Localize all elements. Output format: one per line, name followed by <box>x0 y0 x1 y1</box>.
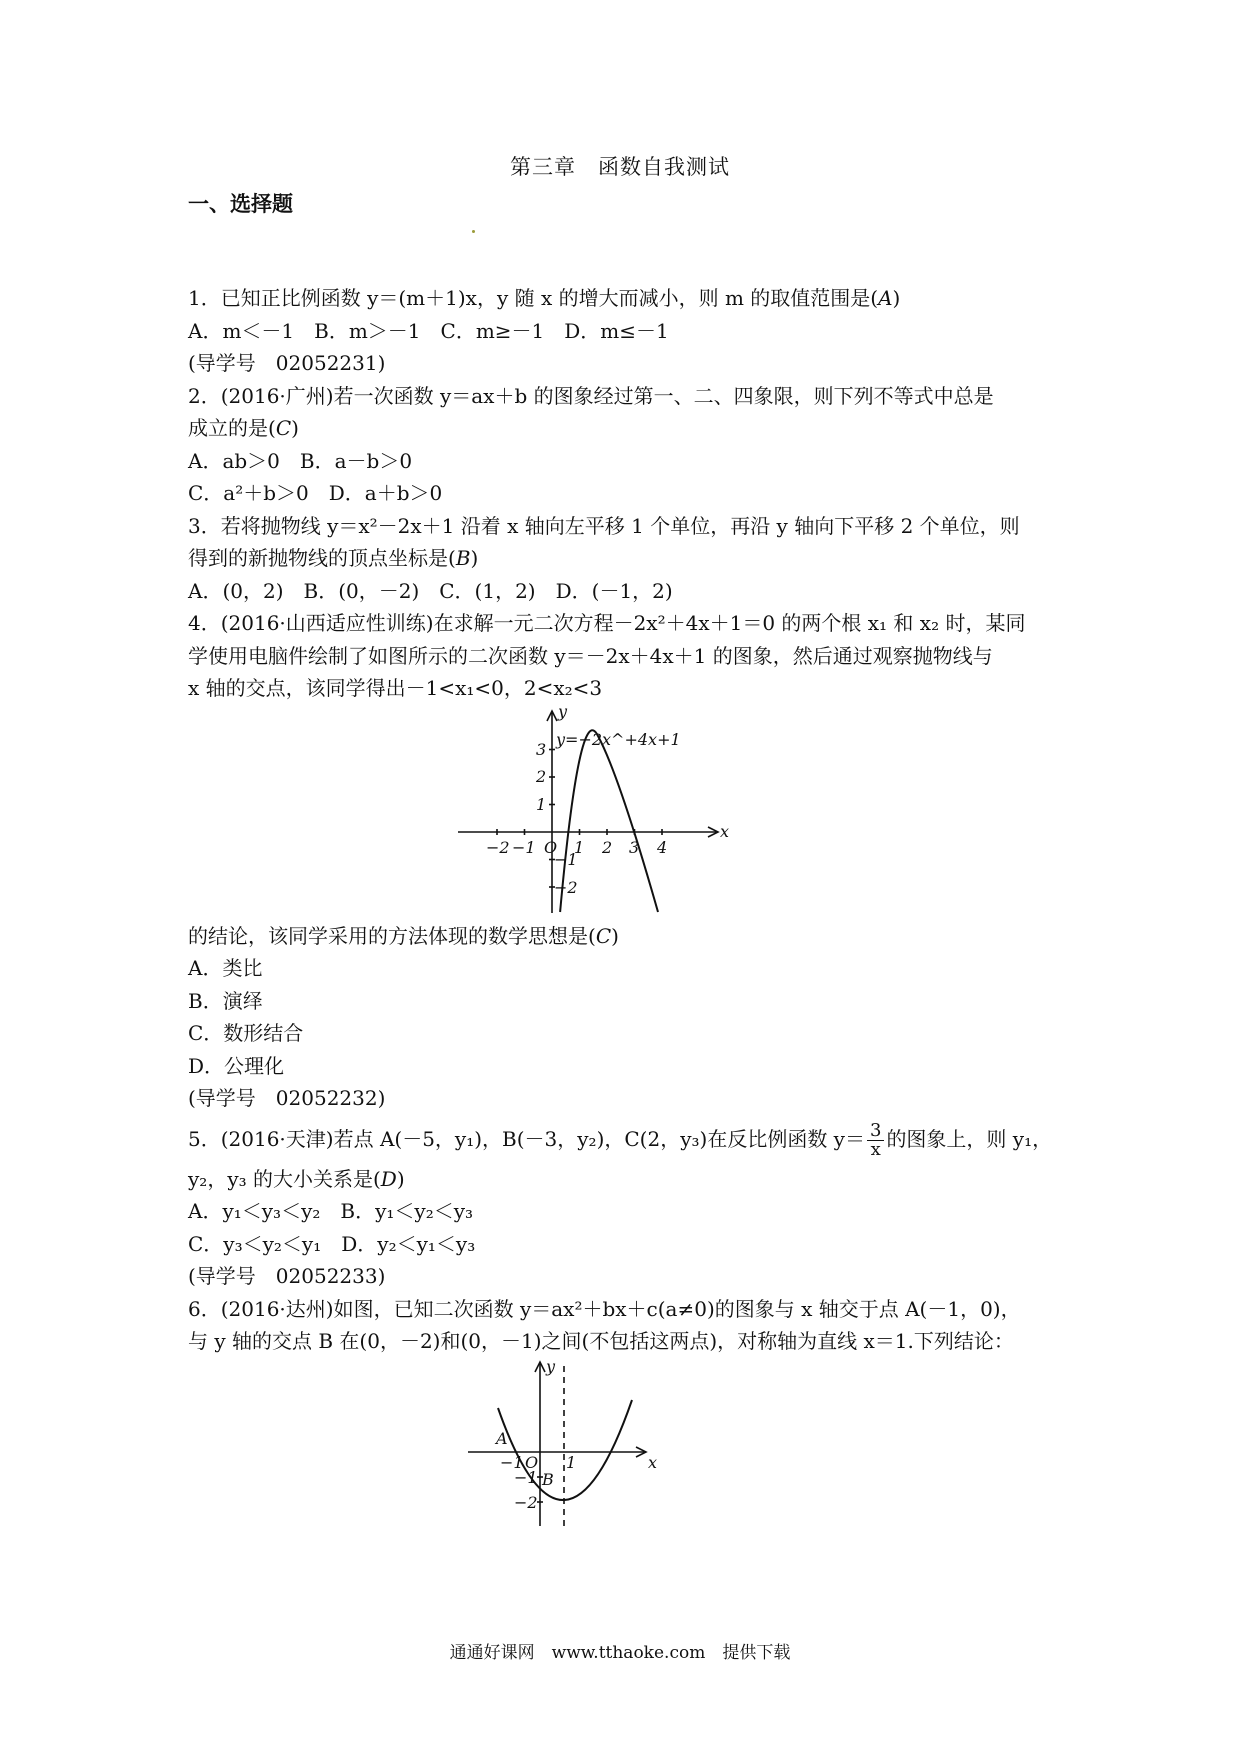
q4-y-tick-2: 2 <box>536 766 547 786</box>
q3-options: A．(0，2) B．(0，－2) C．(1，2) D．(－1，2) <box>188 578 673 603</box>
q6-y-axis-label: y <box>546 1357 556 1376</box>
q4-origin-label: O <box>544 837 558 857</box>
q4-y-tick-3: 3 <box>536 739 547 759</box>
q6-x-axis-label: x <box>648 1452 658 1472</box>
q4-guide-number: (导学号 02052232) <box>188 1086 386 1110</box>
stray-dot-mark <box>472 230 475 233</box>
section-title: 一、选择题 <box>188 191 293 216</box>
q6-x-tick-1: 1 <box>566 1452 577 1472</box>
q4-x-tick-4: 4 <box>657 837 668 857</box>
question-list <box>188 282 1068 1533</box>
q4-answer: C <box>595 923 612 948</box>
q4-y-tick-neg2: −2 <box>554 877 578 897</box>
q4-y-tick-1: 1 <box>536 794 547 814</box>
q3-answer: B <box>455 546 471 570</box>
q1-answer: A <box>878 286 893 310</box>
q4-stem-line2: 学使用电脑件绘制了如图所示的二次函数 y＝－2x＋4x＋1 的图象，然后通过观察抛物线与 <box>188 643 993 668</box>
q4-option-c: C．数形结合 <box>188 1021 304 1045</box>
q4-x-tick-1: 1 <box>574 837 585 857</box>
q4-parabola-graph <box>188 705 1068 920</box>
q4-x-tick-3: 3 <box>629 837 640 857</box>
q4-x-tick-neg1: −1 <box>512 837 536 857</box>
q4-option-d: D．公理化 <box>188 1053 285 1078</box>
q4-y-axis-label: y <box>558 704 568 721</box>
footer-source: 通通好课网 www.tthaoke.com 提供下载 <box>449 1643 791 1663</box>
q4-stem-line4: 的结论，该同学采用的方法体现的数学思想是(C) <box>188 923 619 948</box>
q2-answer: C <box>275 416 292 440</box>
q1-stem: 1．已知正比例函数 y＝(m＋1)x，y 随 x 的增大而减小，则 m 的取值范围是(A) <box>188 286 901 310</box>
q6-stem-line2: 与 y 轴的交点 B 在(0，－2)和(0，－1)之间(不包括这两点)，对称轴为直线 x＝1.下列结论： <box>188 1329 1014 1353</box>
q4-x-axis-label: x <box>720 821 730 841</box>
q4-stem-line1: 4．(2016·山西适应性训练)在求解一元二次方程－2x²＋4x＋1＝0 的两个根 x₁ 和 x₂ 时，某同 <box>188 611 1026 635</box>
q6-point-a-label: A <box>496 1428 508 1448</box>
q5-answer: D <box>380 1166 397 1191</box>
q4-y-tick-neg1: −1 <box>554 849 578 869</box>
q5-guide-number: (导学号 02052233) <box>188 1264 386 1288</box>
q5-options-1: A．y₁＜y₃＜y₂ B．y₁＜y₂＜y₃ <box>188 1199 474 1223</box>
q2-options-1: A．ab＞0 B．a－b＞0 <box>188 448 413 473</box>
q1-guide-number: (导学号 02052231) <box>188 351 386 375</box>
q5-stem-line1: 5．(2016·天津)若点 A(－5，y₁)，B(－3，y₂)，C(2，y₃)在反比例函数 y＝ $\frac{3}{x}$ 的图象上，则 y₁， <box>188 1119 1053 1160</box>
q2-stem-line2: 成立的是(C) <box>188 416 299 440</box>
q2-stem-line1: 2．(2016·广州)若一次函数 y＝ax＋b 的图象经过第一、二、四象限，则下列不等式中总是 <box>188 383 994 408</box>
page-title: 第三章 函数自我测试 <box>510 155 730 179</box>
q2-options-2: C．a²＋b＞0 D．a＋b＞0 <box>188 481 443 505</box>
q6-parabola-graph <box>188 1358 1068 1533</box>
q4-curve-label: y=−2x^+4x+1 <box>556 729 681 749</box>
q6-point-b-label: B <box>542 1469 554 1489</box>
q4-option-b: B．演绎 <box>188 988 263 1013</box>
q4-stem-line3: x 轴的交点，该同学得出－1<x₁<0，2<x₂<3 <box>188 676 603 700</box>
q3-stem-line1: 3．若将抛物线 y＝x²－2x＋1 沿着 x 轴向左平移 1 个单位，再沿 y 轴向下平移 2 个单位，则 <box>188 513 1020 538</box>
q4-option-a: A．类比 <box>188 956 263 980</box>
q6-y-tick-neg2: −2 <box>514 1492 538 1512</box>
q6-y-tick-neg1: −1 <box>514 1467 538 1487</box>
q5-fraction: $\frac{3}{x}$ <box>867 1122 884 1159</box>
q6-x-tick-neg1: −1 <box>500 1452 524 1472</box>
q1-options: A．m＜－1 B．m＞－1 C．m≥－1 D．m≤－1 <box>188 318 669 343</box>
q4-x-tick-2: 2 <box>602 837 613 857</box>
q5-stem-line2: y₂，y₃ 的大小关系是(D) <box>188 1166 405 1191</box>
q6-origin-label: O <box>525 1452 539 1472</box>
q3-stem-line2: 得到的新抛物线的顶点坐标是(B) <box>188 546 479 570</box>
q4-x-tick-neg2: −2 <box>486 837 510 857</box>
q5-options-2: C．y₃＜y₂＜y₁ D．y₂＜y₁＜y₃ <box>188 1231 476 1256</box>
q6-stem-line1: 6．(2016·达州)如图，已知二次函数 y＝ax²＋bx＋c(a≠0)的图象与 x 轴交于点 A(－1，0)， <box>188 1296 1021 1321</box>
